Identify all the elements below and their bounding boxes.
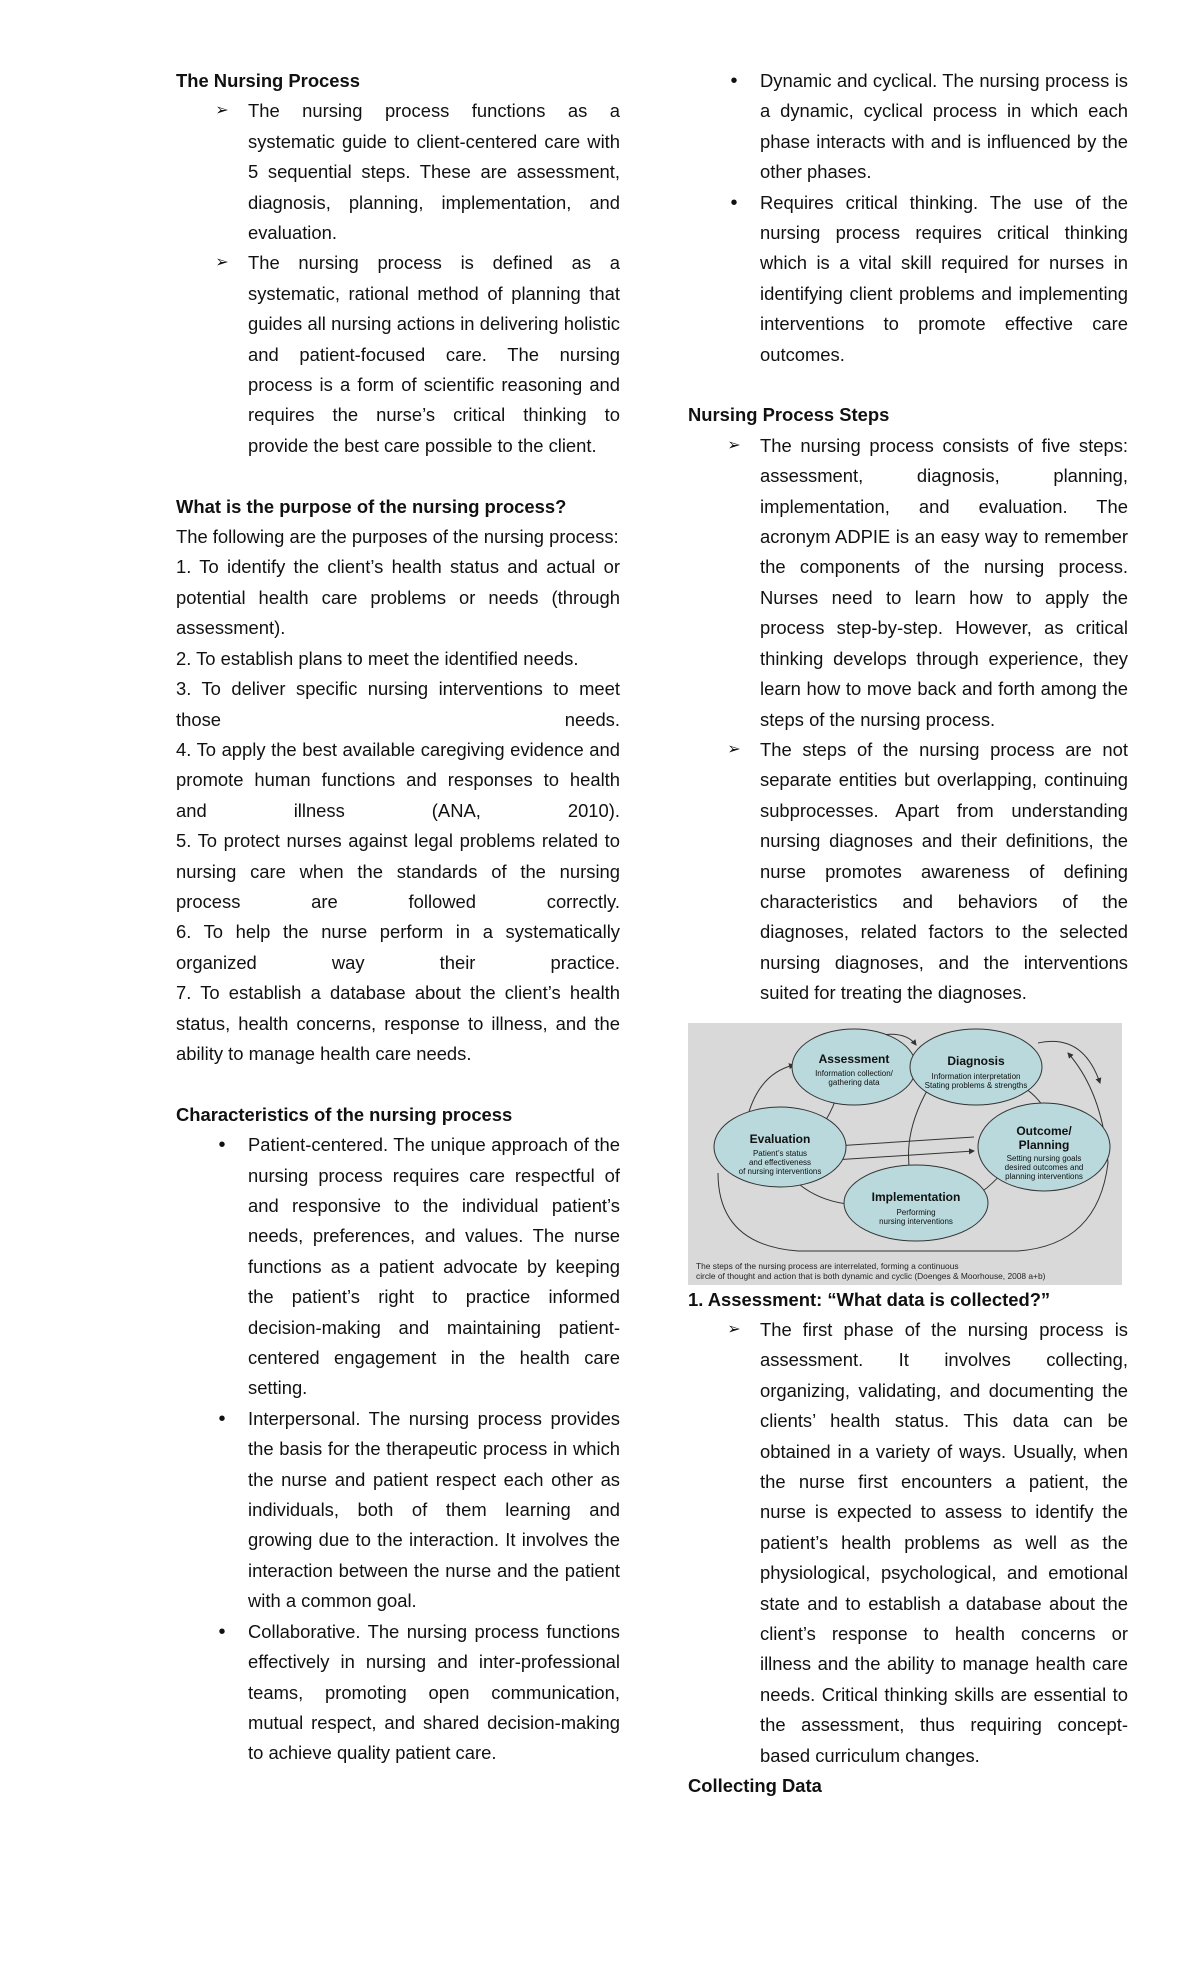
svg-text:Information collection/: Information collection/ [815,1068,893,1078]
characteristics-list-continued [688,66,1128,370]
dot-bullet-icon: • [218,1620,226,1643]
list-item: • Collaborative. The nursing process functions effectively in nursing and inter-professional teams, promoting open communication, mutual respect, and shared decision-making to achieve quality patient care. [176,1617,620,1769]
purpose-item: 4. To apply the best available caregiving evidence and promote human functions and responses to health and illness (ANA, 2010). [176,738,620,821]
assessment-list [688,1315,1128,1771]
dot-bullet-icon: • [218,1407,226,1430]
purpose-item: 1. To identify the client’s health status and actual or potential health care problems or needs (through assessment). [176,556,620,639]
svg-text:Stating problems & strengths: Stating problems & strengths [924,1080,1028,1090]
svg-text:gathering data: gathering data [828,1077,880,1087]
section-heading-assessment: 1. Assessment: “What data is collected?” [688,1288,1051,1310]
svg-text:Patient’s status: Patient’s status [752,1148,808,1158]
list-item: • Patient-centered. The unique approach of the nursing process requires care respectful of and responsive to the individual patient’s needs, preferences, and values. The nurse functions as a patient advocate by keeping the patient’s right to practice informed decision-making and maintaining patient-centered engagement in the health care setting. [176,1130,620,1404]
characteristics-list [176,1130,620,1769]
section-heading-purpose: What is the purpose of the nursing process? [176,495,567,517]
section-title-nursing-process: The Nursing Process [176,70,360,91]
svg-text:Setting nursing goals: Setting nursing goals [1006,1153,1082,1163]
list-item: ➢ The nursing process functions as a systematic guide to client-centered care with 5 sequential steps. These are assessment, diagnosis, planning, implementation, and evaluation. [176,96,620,248]
section-heading-characteristics: Characteristics of the nursing process [176,1103,513,1125]
purpose-item: 2. To establish plans to meet the identified needs. [176,647,579,669]
node-evaluation [714,1107,846,1187]
list-item: • Interpersonal. The nursing process provides the basis for the therapeutic process in which the nurse and patient respect each other as individuals, both of them learning and growing due to the interaction. It involves the interaction between the nurse and the patient with a common goal. [176,1404,620,1617]
purpose-intro: The following are the purposes of the nursing process: [176,526,619,548]
nursing-process-diagram [688,1023,1122,1285]
svg-text:planning interventions: planning interventions [1005,1171,1083,1181]
right-column [688,66,1128,1801]
list-item: ➢ The nursing process is defined as a systematic, rational method of planning that guides all nursing actions in delivering holistic and patient-focused care. The nursing process is a form of scientific reasoning and requires the nurse’s critical thinking to provide the best care possible to the client. [176,248,620,461]
purpose-item: 5. To protect nurses against legal problems related to nursing care when the standards of the nursing process are followed correctly. [176,830,620,912]
diagram-caption-line2: circle of thought and action that is both dynamic and cyclic (Doenges & Moorhouse, 2008 a+b) [696,1270,1046,1281]
list-item: ➢ The nursing process consists of five steps: assessment, diagnosis, planning, implementation, and evaluation. The acronym ADPIE is an easy way to remember the components of the nursing process. Nurses need to learn how to apply the process step-by-step. However, as critical thinking develops through experience, they learn how to move back and forth among the steps of the nursing process. [688,431,1128,735]
node-assessment [792,1029,916,1105]
dot-bullet-icon: • [730,191,738,214]
purpose-item: 7. To establish a database about the client’s health status, health concerns, response to illness, and the ability to manage health care needs. [176,982,620,1064]
svg-text:Evaluation: Evaluation [749,1131,811,1146]
node-diagnosis [910,1029,1042,1105]
arrowhead-bullet-icon: ➢ [215,254,229,272]
svg-text:Information interpretation: Information interpretation [931,1071,1021,1081]
list-item: • Requires critical thinking. The use of the nursing process requires critical thinking which is a vital skill required for nurses in identifying client problems and implementing interventions to promote effective care outcomes. [688,188,1128,370]
dot-bullet-icon: • [730,70,738,92]
diagram-caption-line1: The steps of the nursing process are interrelated, forming a continuous [696,1260,959,1271]
list-item: • Dynamic and cyclical. The nursing process is a dynamic, cyclical process in which each phase interacts with and is influenced by the other phases. [688,66,1128,188]
purpose-item: 3. To deliver specific nursing interventions to meet those needs. [176,678,620,730]
intro-list [176,96,620,461]
arrowhead-bullet-icon: ➢ [727,740,741,758]
purpose-item: 6. To help the nurse perform in a systematically organized way their practice. [176,921,620,973]
cycle-diagram-svg [688,1023,1122,1285]
svg-text:Implementation: Implementation [871,1189,961,1204]
steps-list [688,431,1128,1009]
svg-text:Planning: Planning [1018,1137,1070,1152]
arrow-outer-top [1038,1041,1100,1083]
list-item: ➢ The first phase of the nursing process is assessment. It involves collecting, organizing, validating, and documenting the clients’ health status. This data can be obtained in a variety of ways. Usually, when the nurse first encounters a patient, the nurse is expected to assess to identify the patient’s health problems as well as the physiological, psychological, and emotional state and to establish a database about the client’s response to health concerns or illness and the ability to manage health care needs. Critical thinking skills are essential to the assessment, thus requiring concept-based curriculum changes. [688,1315,1128,1771]
svg-text:nursing interventions: nursing interventions [879,1216,953,1226]
left-column [176,66,620,1769]
node-implementation [844,1165,988,1241]
svg-text:of nursing interventions: of nursing interventions [738,1166,822,1176]
section-heading-collecting-data: Collecting Data [688,1775,822,1797]
list-item: ➢ The steps of the nursing process are not separate entities but overlapping, continuing subprocesses. Apart from understanding nursing diagnoses and their definitions, the nurse promotes awareness of defining characteristics and behaviors of the diagnoses, related factors to the selected nursing diagnoses, and the interventions suited for treating the diagnoses. [688,735,1128,1009]
arrow-diagnosis-to-implementation [908,1089,928,1173]
svg-text:Performing: Performing [896,1207,936,1217]
section-heading-steps: Nursing Process Steps [688,404,890,426]
dot-bullet-icon: • [218,1134,226,1157]
arrowhead-bullet-icon: ➢ [727,1320,741,1338]
svg-text:Outcome/: Outcome/ [1016,1123,1072,1138]
node-outcome-planning [978,1103,1110,1191]
svg-text:desired outcomes and: desired outcomes and [1004,1162,1084,1172]
arrowhead-bullet-icon: ➢ [215,102,229,120]
svg-text:Diagnosis: Diagnosis [947,1053,1005,1068]
svg-text:Assessment: Assessment [818,1051,890,1066]
svg-text:and effectiveness: and effectiveness [748,1157,812,1167]
arrowhead-bullet-icon: ➢ [727,436,741,454]
